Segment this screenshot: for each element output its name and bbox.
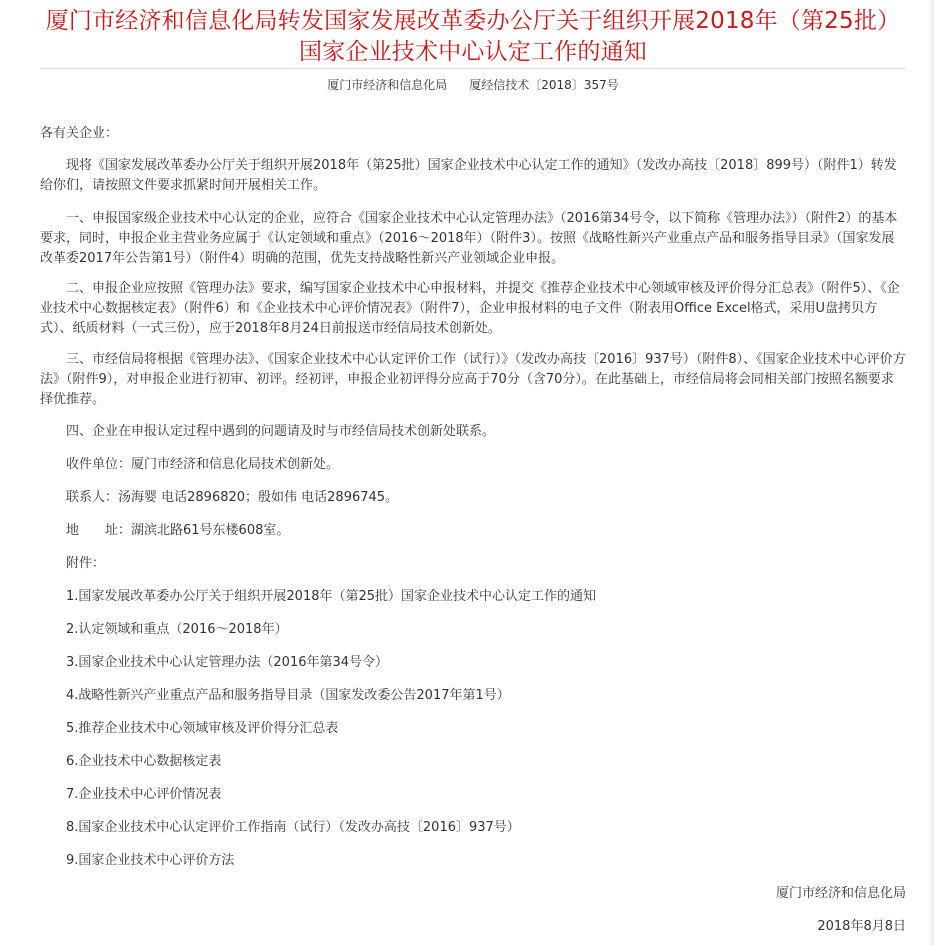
attachments-label: 附件：	[66, 556, 106, 571]
attachment-item: 7.企业技术中心评价情况表	[66, 787, 222, 802]
attachment-item: 1.国家发展改革委办公厅关于组织开展2018年（第25批）国家企业技术中心认定工作的通知	[66, 589, 597, 604]
attachment-item: 6.企业技术中心数据核定表	[66, 754, 222, 769]
paragraph-requirement-3: 三、市经信局将根据《管理办法》、《国家企业技术中心认定评价工作（试行）》（发改办高技〔2016〕937号）（附件8）、《国家企业技术中心评价方法》（附件9），对申报企业进行初审、初评。经初评，申报企业初评得分应高于70分（含70分）。在此基础上，市经信局将会同相关部门按照名额要求择优推荐。	[40, 352, 906, 407]
contact-person: 联系人：汤海婴 电话2896820；殷如伟 电话2896745。	[66, 490, 399, 505]
paragraph-requirement-4: 四、企业在申报认定过程中遇到的问题请及时与市经信局技术创新处联系。	[66, 424, 496, 439]
attachment-item: 8.国家企业技术中心认定评价工作指南（试行）（发改办高技〔2016〕937号）	[66, 820, 520, 835]
title-divider	[40, 68, 906, 69]
page-title: 厦门市经济和信息化局转发国家发展改革委办公厅关于组织开展2018年（第25批）国家企业技术中心认定工作的通知	[45, 8, 901, 65]
signature-issuer: 厦门市经济和信息化局	[775, 886, 906, 901]
document-number: 厦经信技术〔2018〕357号	[469, 78, 619, 92]
attachment-item: 4.战略性新兴产业重点产品和服务指导目录（国家发改委公告2017年第1号）	[66, 688, 510, 703]
issuer-label: 厦门市经济和信息化局	[327, 78, 448, 92]
attachment-item: 2.认定领域和重点（2016～2018年）	[66, 622, 288, 637]
contact-address: 地 址：湖滨北路61号东楼608室。	[66, 523, 290, 538]
contact-receiver: 收件单位：厦门市经济和信息化局技术创新处。	[66, 457, 340, 472]
attachment-item: 3.国家企业技术中心认定管理办法（2016年第34号令）	[66, 655, 389, 670]
paragraph-intro: 现将《国家发展改革委办公厅关于组织开展2018年（第25批）国家企业技术中心认定工作的通知》（发改办高技〔2018〕899号）（附件1）转发给你们，请按照文件要求抓紧时间开展相关工作。	[40, 158, 897, 193]
document-meta	[40, 76, 906, 94]
salutation: 各有关企业：	[40, 126, 119, 141]
paragraph-requirement-1: 一、申报国家级企业技术中心认定的企业，应符合《国家企业技术中心认定管理办法》（2016第34号令，以下简称《管理办法》）（附件2）的基本要求，同时，申报企业主营业务应属于《认定领域和重点》（2016～2018年）（附件3）。按照《战略性新兴产业重点产品和服务指导目录》（国家发展改革委2017年公告第1号）（附件4）明确的范围，优先支持战略性新兴产业领域企业申报。	[40, 211, 898, 266]
attachment-item: 9.国家企业技术中心评价方法	[66, 853, 235, 868]
signature-date: 2018年8月8日	[817, 919, 906, 934]
paragraph-requirement-2: 二、申报企业应按照《管理办法》要求，编写国家企业技术中心申报材料，并提交《推荐企业技术中心领域审核及评价得分汇总表》（附件5）、《企业技术中心数据核定表》（附件6）和《企业技术中心评价情况表》（附件7），企业申报材料的电子文件（附表用Office Excel格式，采用U盘拷贝方式）、纸质材料（一式三份），应于2018年8月24日前报送市经信局技术创新处。	[40, 281, 900, 336]
attachment-item: 5.推荐企业技术中心领域审核及评价得分汇总表	[66, 721, 339, 736]
